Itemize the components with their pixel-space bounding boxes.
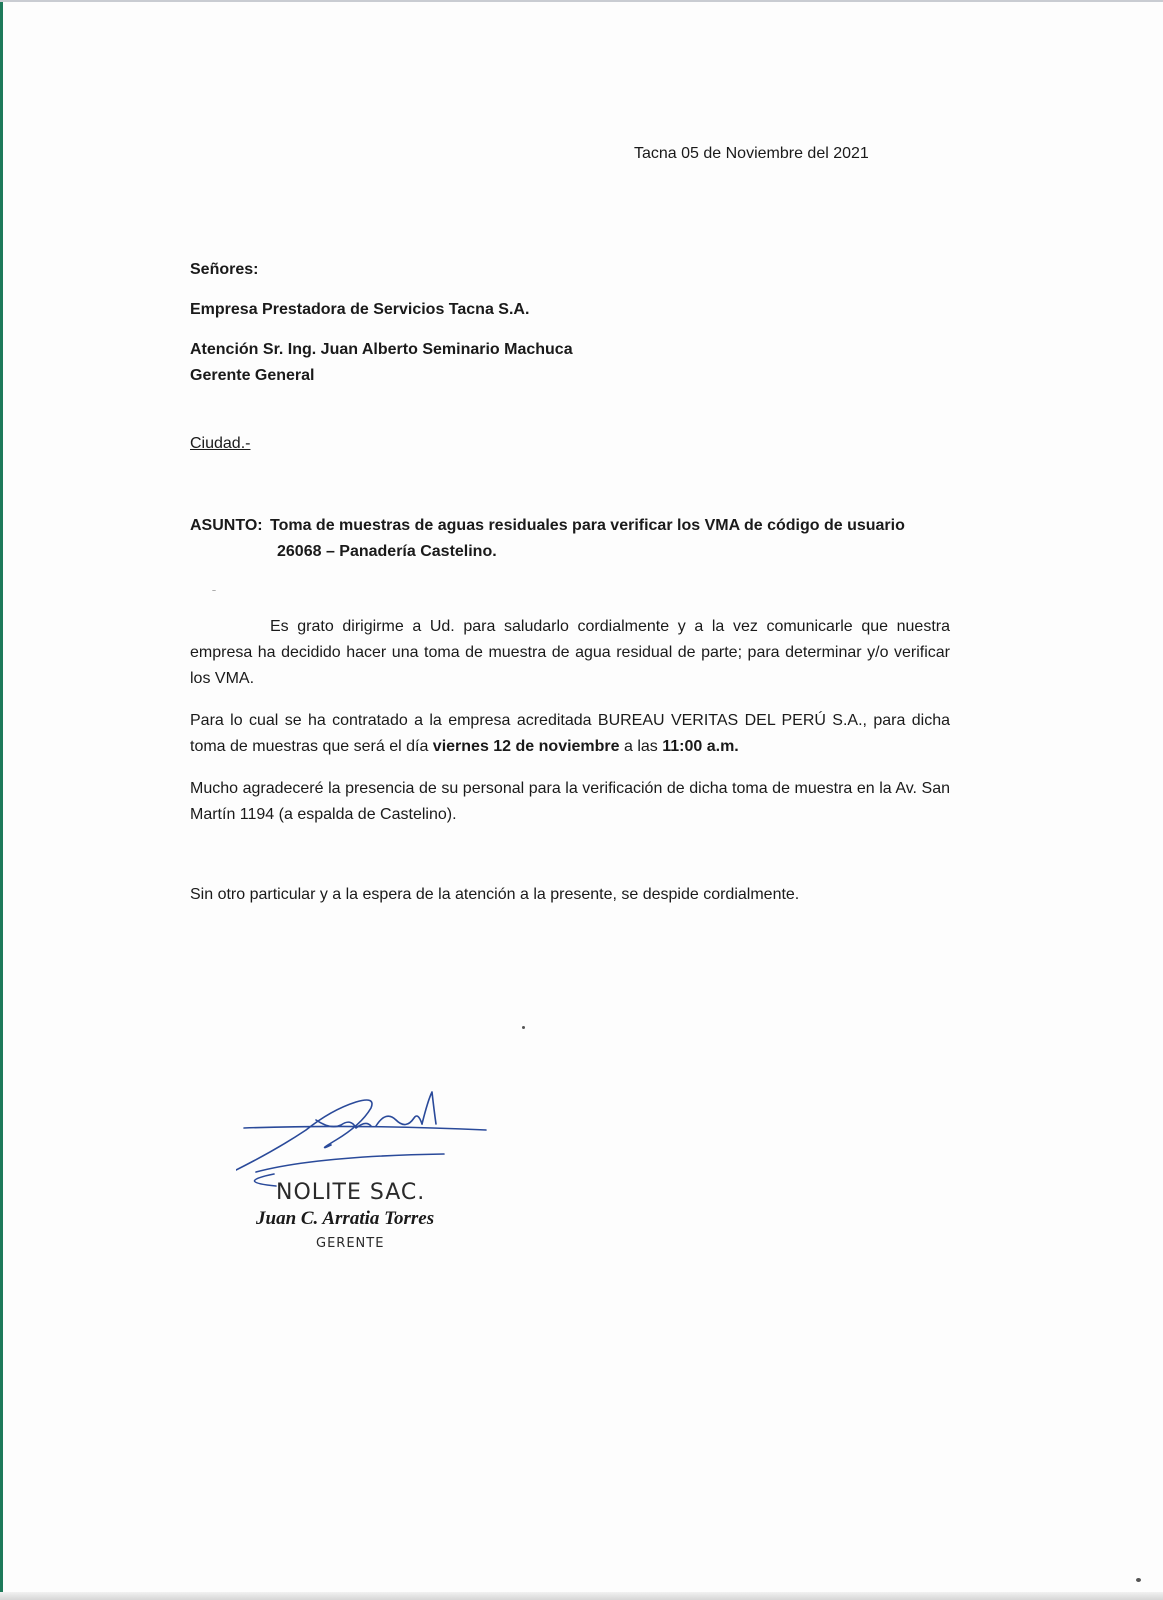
subject-line-2: 26068 – Panadería Castelino.	[277, 543, 497, 560]
scan-speck	[522, 1026, 525, 1029]
paragraph-3: Mucho agradeceré la presencia de su personal para la verificación de dicha toma de muestra en la Av. San Martín 1194 (a espalda de Castelino).	[190, 780, 950, 823]
signature-stroke-peak	[422, 1092, 436, 1124]
scan-speck	[212, 590, 216, 591]
signature-stroke-tail	[254, 1174, 276, 1186]
subject-line-1: Toma de muestras de aguas residuales para verificar los VMA de código de usuario	[270, 517, 905, 534]
stamp-name: Juan C. Arratia Torres	[256, 1208, 435, 1229]
salutation: Señores:	[190, 261, 259, 278]
signature-stroke-line	[244, 1126, 486, 1130]
scan-speck	[1136, 1578, 1141, 1582]
paragraph-2-time-bold: 11:00 a.m.	[662, 738, 739, 755]
stamp-company: NOLITE SAC.	[276, 1180, 426, 1205]
letter-date: Tacna 05 de Noviembre del 2021	[634, 145, 869, 162]
closing-line: Sin otro particular y a la espera de la atención a la presente, se despide cordialmente.	[190, 886, 800, 903]
paragraph-2-text-a: Para lo cual se ha contratado a la empresa acreditada BUREAU VERITAS DEL PERÚ S.A., para dicha toma de muestras que será el día	[190, 712, 950, 755]
paragraph-2-text-b: a las	[619, 738, 663, 755]
recipient-company: Empresa Prestadora de Servicios Tacna S.A.	[190, 301, 530, 318]
stamp-role: GERENTE	[316, 1236, 385, 1251]
city-line: Ciudad.-	[190, 435, 251, 452]
signature-stroke-loop	[236, 1100, 372, 1170]
paragraph-1: Es grato dirigirme a Ud. para saludarlo cordialmente y a la vez comunicarle que nuestra empresa ha decidido hacer una toma de muestra de agua residual de parte; para determinar y/o verificar los VMA.	[190, 618, 950, 687]
signature-stroke-lower	[256, 1154, 444, 1172]
signature-stroke-letters-2	[376, 1116, 422, 1126]
scan-edge-top	[0, 0, 1163, 2]
subject-label: ASUNTO:	[190, 517, 263, 534]
recipient-title: Gerente General	[190, 367, 315, 384]
paragraph-2-date-bold: viernes 12 de noviembre	[432, 738, 620, 755]
paragraph-2	[190, 708, 950, 760]
attention-line: Atención Sr. Ing. Juan Alberto Seminario Machuca	[190, 341, 573, 358]
scan-edge-bottom	[0, 1592, 1163, 1600]
scan-edge-left	[0, 0, 3, 1600]
